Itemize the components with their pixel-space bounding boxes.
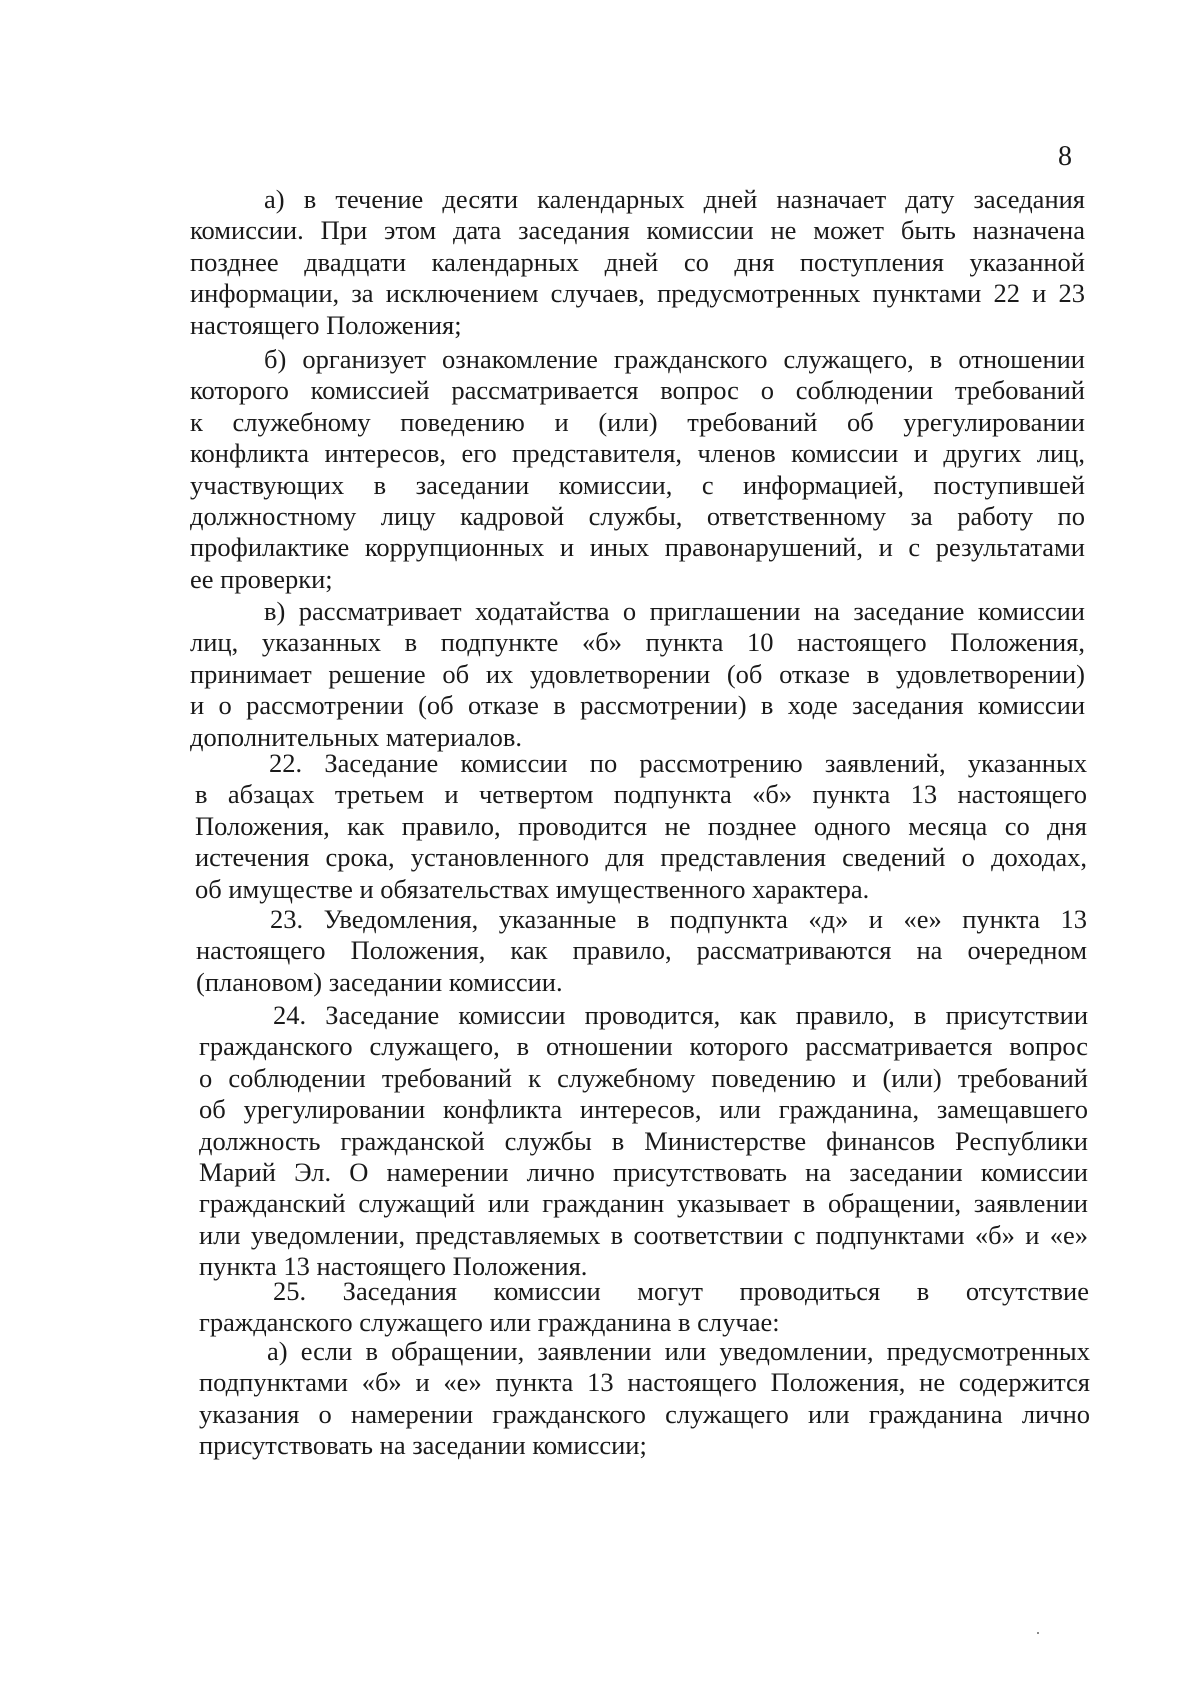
text-line: гражданский служащий или гражданин указывает в обращении, заявлении [199,1188,1088,1219]
text-line: гражданского служащего, в отношении которого рассматривается вопрос [199,1031,1088,1062]
text-line: (плановом) заседании комиссии. [196,966,563,997]
text-line: Марий Эл. О намерении лично присутствовать на заседании комиссии [199,1156,1088,1187]
text-line: гражданского служащего или гражданина в случае: [199,1307,780,1338]
text-line: в абзацах третьем и четвертом подпункта «б» пункта 13 настоящего [195,779,1087,810]
text-line: настоящего Положения, как правило, рассматриваются на очередном [196,935,1087,966]
page-number: 8 [1058,141,1072,172]
paragraph-25a [199,1336,1090,1462]
text-line: в) рассматривает ходатайства о приглашении на заседание комиссии [264,596,1085,626]
text-line: подпунктами «б» и «е» пункта 13 настоящего Положения, не содержится [199,1367,1090,1398]
text-line: должностному лицу кадровой службы, ответственному за работу по [190,500,1085,531]
text-line: конфликта интересов, его представителя, членов комиссии и других лиц, [190,438,1085,469]
text-line: об имуществе и обязательствах имущественного характера. [195,873,870,904]
text-line: и о рассмотрении (об отказе в рассмотрении) в ходе заседания комиссии [190,690,1085,721]
paragraph-21v [190,596,1085,753]
text-line: 24. Заседание комиссии проводится, как правило, в присутствии [273,1000,1088,1030]
text-line: Положения, как правило, проводится не позднее одного месяца со дня [195,810,1087,841]
text-line: должность гражданской службы в Министерстве финансов Республики [199,1125,1088,1156]
text-line: истечения срока, установленного для представления сведений о доходах, [195,842,1087,873]
text-line: о соблюдении требований к служебному поведению и (или) требований [199,1062,1088,1093]
text-line: 22. Заседание комиссии по рассмотрению заявлений, указанных [269,748,1087,778]
text-line: участвующих в заседании комиссии, с информацией, поступившей [190,469,1085,500]
text-line: профилактике коррупционных и иных правонарушений, и с результатами [190,532,1085,563]
text-line: указания о намерении гражданского служащего или гражданина лично [199,1398,1090,1429]
text-line: присутствовать на заседании комиссии; [199,1430,647,1461]
paragraph-22 [195,748,1087,905]
paragraph-21a [190,184,1085,341]
scan-speck [1037,1632,1039,1634]
text-line: б) организует ознакомление гражданского служащего, в отношении [264,344,1085,374]
text-line: об урегулировании конфликта интересов, или гражданина, замещавшего [199,1094,1088,1125]
text-line: 23. Уведомления, указанные в подпункта «д» и «е» пункта 13 [270,904,1087,934]
text-line: комиссии. При этом дата заседания комиссии не может быть назначена [190,215,1085,246]
text-line: а) если в обращении, заявлении или уведомлении, предусмотренных [267,1336,1090,1366]
paragraph-24 [199,1000,1088,1283]
text-line: которого комиссией рассматривается вопрос о соблюдении требований [190,375,1085,406]
text-line: принимает решение об их удовлетворении (об отказе в удовлетворении) [190,658,1085,689]
paragraph-25 [199,1276,1089,1339]
text-line: информации, за исключением случаев, предусмотренных пунктами 22 и 23 [190,278,1085,309]
text-line: или уведомлении, представляемых в соответствии с подпунктами «б» и «е» [199,1219,1088,1250]
text-line: ее проверки; [190,563,333,594]
text-line: 25. Заседания комиссии могут проводиться в отсутствие [273,1276,1089,1306]
paragraph-23 [196,904,1087,998]
text-line: пункта 13 настоящего Положения. [199,1251,588,1282]
text-line: а) в течение десяти календарных дней назначает дату заседания [264,184,1085,214]
text-line: настоящего Положения; [190,309,462,340]
paragraph-21b [190,344,1085,595]
text-line: к служебному поведению и (или) требований об урегулировании [190,406,1085,437]
text-line: дополнительных материалов. [190,721,522,752]
text-line: позднее двадцати календарных дней со дня поступления указанной [190,246,1085,277]
text-line: лиц, указанных в подпункте «б» пункта 10 настоящего Положения, [190,627,1085,658]
